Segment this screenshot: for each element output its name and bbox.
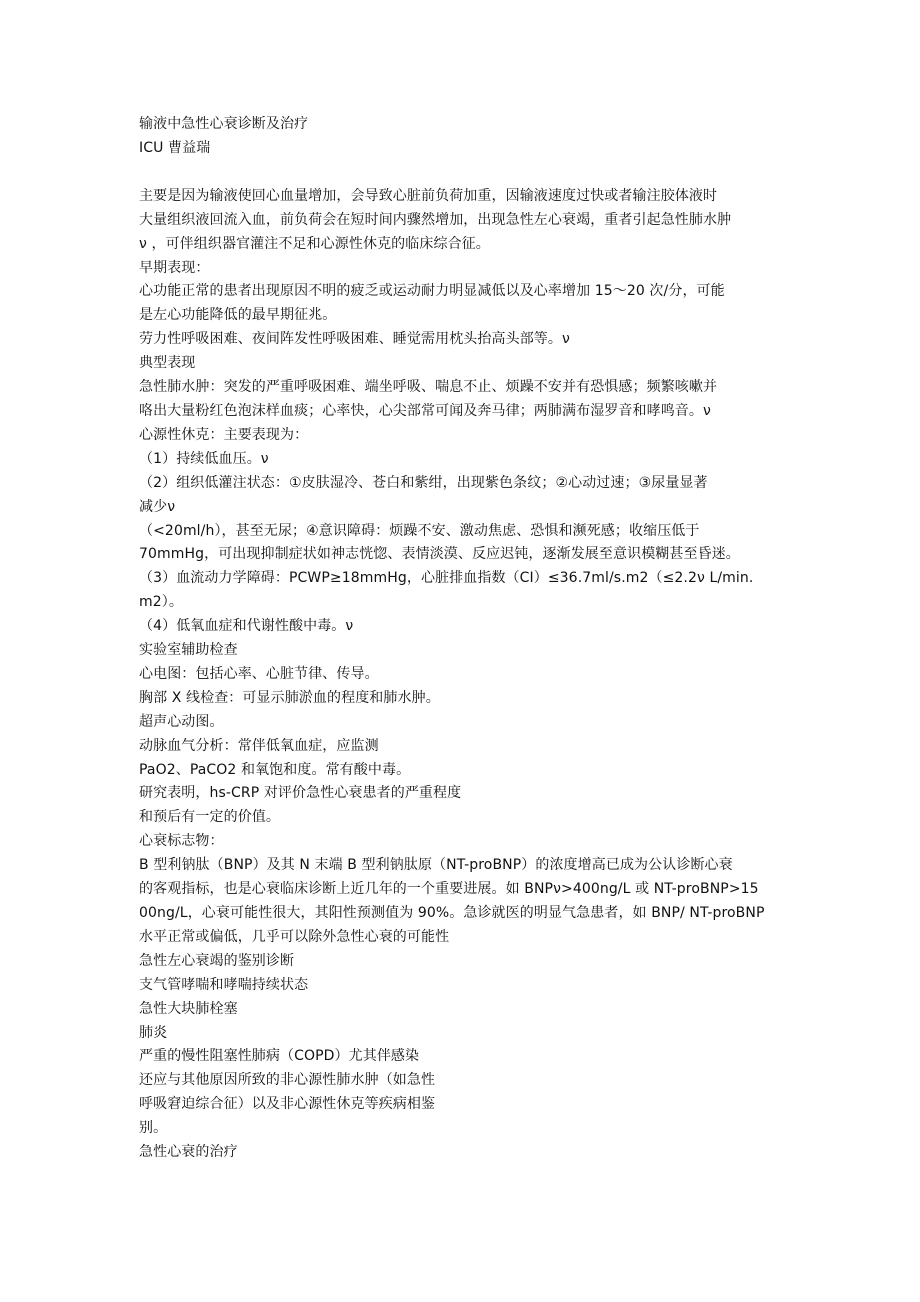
body-line: 肺炎 (139, 1024, 168, 1041)
body-line: 胸部 X 线检查：可显示肺淤血的程度和肺水肿。 (139, 689, 440, 706)
document-page (139, 113, 789, 1165)
body-line: 典型表现 (139, 355, 196, 372)
body-line: 动脉血气分析：常伴低氧血症，应监测 (139, 737, 379, 754)
document-body (139, 185, 789, 1165)
body-line: 和预后有一定的价值。 (139, 809, 280, 826)
body-line: （3）血流动力学障碍：PCWP≥18mmHg，心脏排血指数（CI）≤36.7ml/s.m2（≤2.2ν L/min. (139, 570, 754, 587)
body-line: （1）持续低血压。ν (139, 450, 269, 467)
body-line: 咯出大量粉红色泡沫样血痰；心率快，心尖部常可闻及奔马律；两肺满布湿罗音和哮鸣音。ν (139, 402, 711, 419)
body-line: 急性左心衰竭的鉴别诊断 (139, 952, 295, 969)
body-line: （4）低氧血症和代谢性酸中毒。ν (139, 618, 354, 635)
body-line: B 型利钠肽（BNP）及其 N 末端 B 型利钠肽原（NT-proBNP）的浓度增高已成为公认诊断心衰 (139, 857, 733, 874)
body-line: ν ，可伴组织器官灌注不足和心源性休克的临床综合征。 (139, 235, 490, 252)
body-line: 急性心衰的治疗 (139, 1144, 238, 1161)
body-line: 心功能正常的患者出现原因不明的疲乏或运动耐力明显减低以及心率增加 15～20 次/分，可能 (139, 283, 725, 300)
document-title: 输液中急性心衰诊断及治疗 (139, 116, 309, 132)
body-line: 的客观指标，也是心衰临床诊断上近几年的一个重要进展。如 BNPν>400ng/L 或 NT-proBNP>15 (139, 881, 759, 898)
body-line: 别。 (139, 1120, 168, 1137)
body-line: 超声心动图。 (139, 713, 224, 730)
body-line: PaO2、PaCO2 和氧饱和度。常有酸中毒。 (139, 761, 411, 778)
body-line: m2）。 (139, 594, 183, 611)
body-line: 心衰标志物： (139, 833, 224, 850)
body-line: 是左心功能降低的最早期征兆。 (139, 307, 337, 324)
body-line: 急性肺水肿：突发的严重呼吸困难、端坐呼吸、喘息不止、烦躁不安并有恐惧感；频繁咳嗽并 (139, 379, 718, 396)
body-line: 心源性休克：主要表现为： (139, 426, 309, 443)
body-line: 心电图：包括心率、心脏节律、传导。 (139, 665, 379, 682)
body-line: 大量组织液回流入血，前负荷会在短时间内骤然增加，出现急性左心衰竭，重者引起急性肺水肿 (139, 211, 732, 228)
body-line: 研究表明，hs-CRP 对评价急性心衰患者的严重程度 (139, 785, 462, 802)
body-line: 劳力性呼吸困难、夜间阵发性呼吸困难、睡觉需用枕头抬高头部等。ν (139, 331, 570, 348)
body-line: （<20ml/h），甚至无尿；④意识障碍：烦躁不安、激动焦虑、恐惧和濒死感；收缩压低于 (139, 522, 700, 539)
body-line: 还应与其他原因所致的非心源性肺水肿（如急性 (139, 1072, 436, 1089)
body-line: （2）组织低灌注状态：①皮肤湿冷、苍白和紫绀，出现紫色条纹；②心动过速；③尿量显著 (139, 474, 708, 491)
body-line: 早期表现： (139, 259, 210, 276)
body-line: 00ng/L，心衰可能性很大，其阳性预测值为 90%。急诊就医的明显气急患者，如 BNP/ NT-proBNP (139, 905, 765, 921)
body-line: 实验室辅助检查 (139, 642, 238, 659)
body-line: 70mmHg，可出现抑制症状如神志恍惚、表情淡漠、反应迟钝，逐渐发展至意识模糊甚至昏迷。 (139, 546, 740, 563)
body-line: 严重的慢性阻塞性肺病（COPD）尤其伴感染 (139, 1048, 420, 1065)
body-line: 主要是因为输液使回心血量增加，会导致心脏前负荷加重，因输液速度过快或者输注胶体液时 (139, 187, 718, 204)
paragraph-gap (139, 161, 789, 185)
body-line: 支气管哮喘和哮喘持续状态 (139, 976, 309, 993)
body-line: 水平正常或偏低，几乎可以除外急性心衰的可能性 (139, 928, 450, 945)
body-line: 急性大块肺栓塞 (139, 1000, 238, 1017)
document-author: ICU 曹益瑞 (139, 139, 211, 156)
body-line: 减少ν (139, 498, 176, 515)
body-line: 呼吸窘迫综合征）以及非心源性休克等疾病相鉴 (139, 1096, 436, 1113)
